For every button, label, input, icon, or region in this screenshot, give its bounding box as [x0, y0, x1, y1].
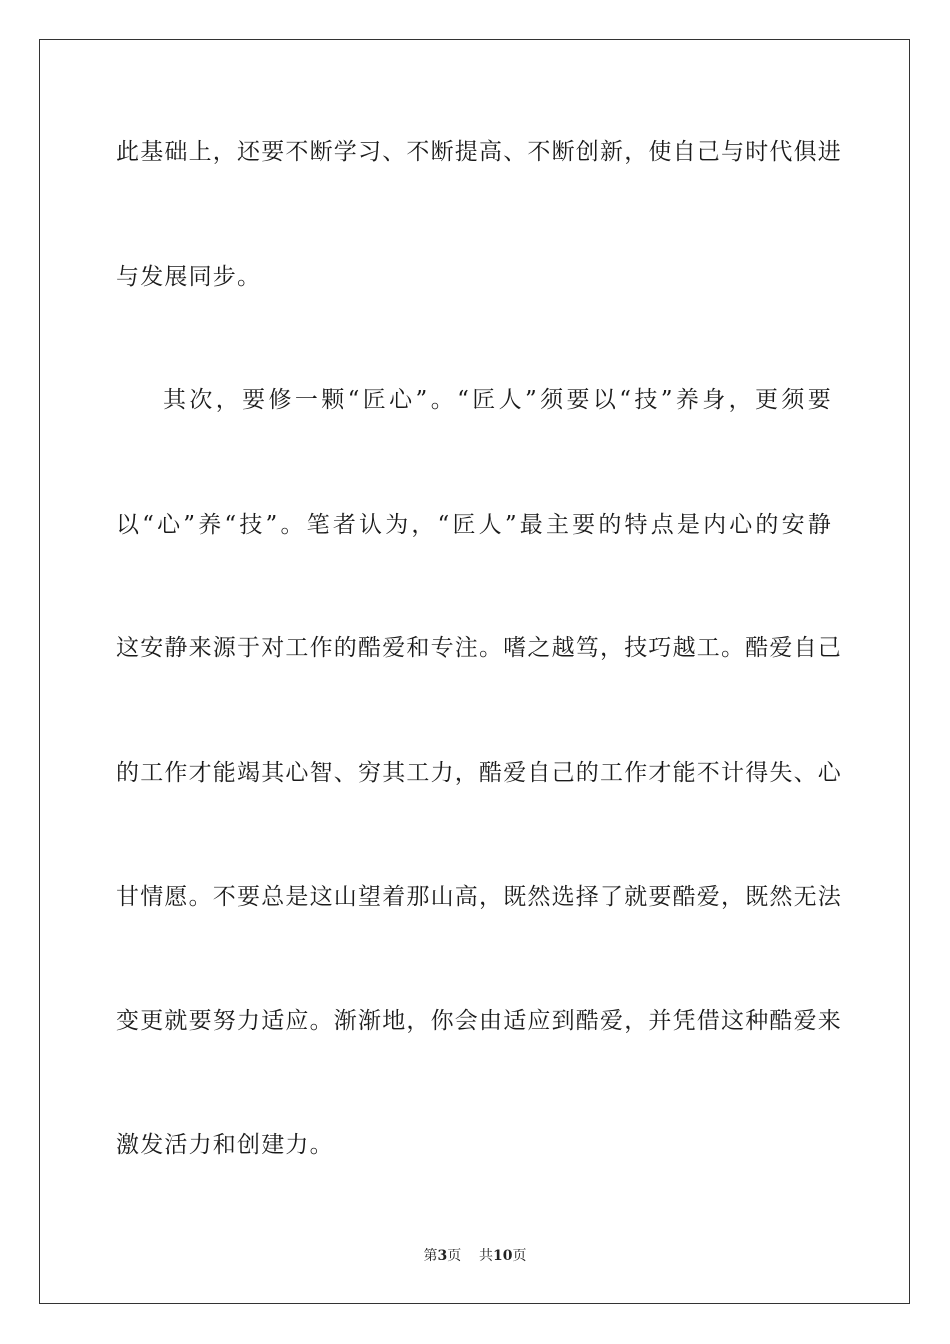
total-page-count: 10 — [493, 1248, 513, 1264]
text-line: 此基础上，还要不断学习、不断提高、不断创新，使自己与时代俱进 — [116, 139, 842, 165]
text-line: 与发展同步。 — [116, 264, 262, 290]
text-line: 以“心”养“技”。笔者认为，“匠人”最主要的特点是内心的安静 — [116, 512, 832, 538]
text-line: 的工作才能竭其心智、穷其工力，酷爱自己的工作才能不计得失、心 — [116, 760, 842, 786]
text-line: 甘情愿。不要总是这山望着那山高，既然选择了就要酷爱，既然无法 — [116, 884, 842, 910]
page-footer — [0, 1246, 950, 1266]
text-line: 激发活力和创建力。 — [116, 1132, 334, 1158]
page-border — [39, 39, 910, 1304]
text-line: 变更就要努力适应。渐渐地，你会由适应到酷爱，并凭借这种酷爱来 — [116, 1008, 842, 1034]
total-suffix: 页 — [512, 1248, 527, 1264]
current-page-number: 3 — [437, 1248, 448, 1264]
page-prefix: 第 — [423, 1248, 438, 1264]
text-line: 这安静来源于对工作的酷爱和专注。嗜之越笃，技巧越工。酷爱自己 — [116, 635, 842, 661]
page-suffix: 页 — [447, 1248, 462, 1264]
paragraph-first-line: 其次，要修一颗“匠心”。“匠人”须要以“技”养身，更须要 — [163, 387, 832, 413]
total-prefix: 共 — [479, 1248, 494, 1264]
